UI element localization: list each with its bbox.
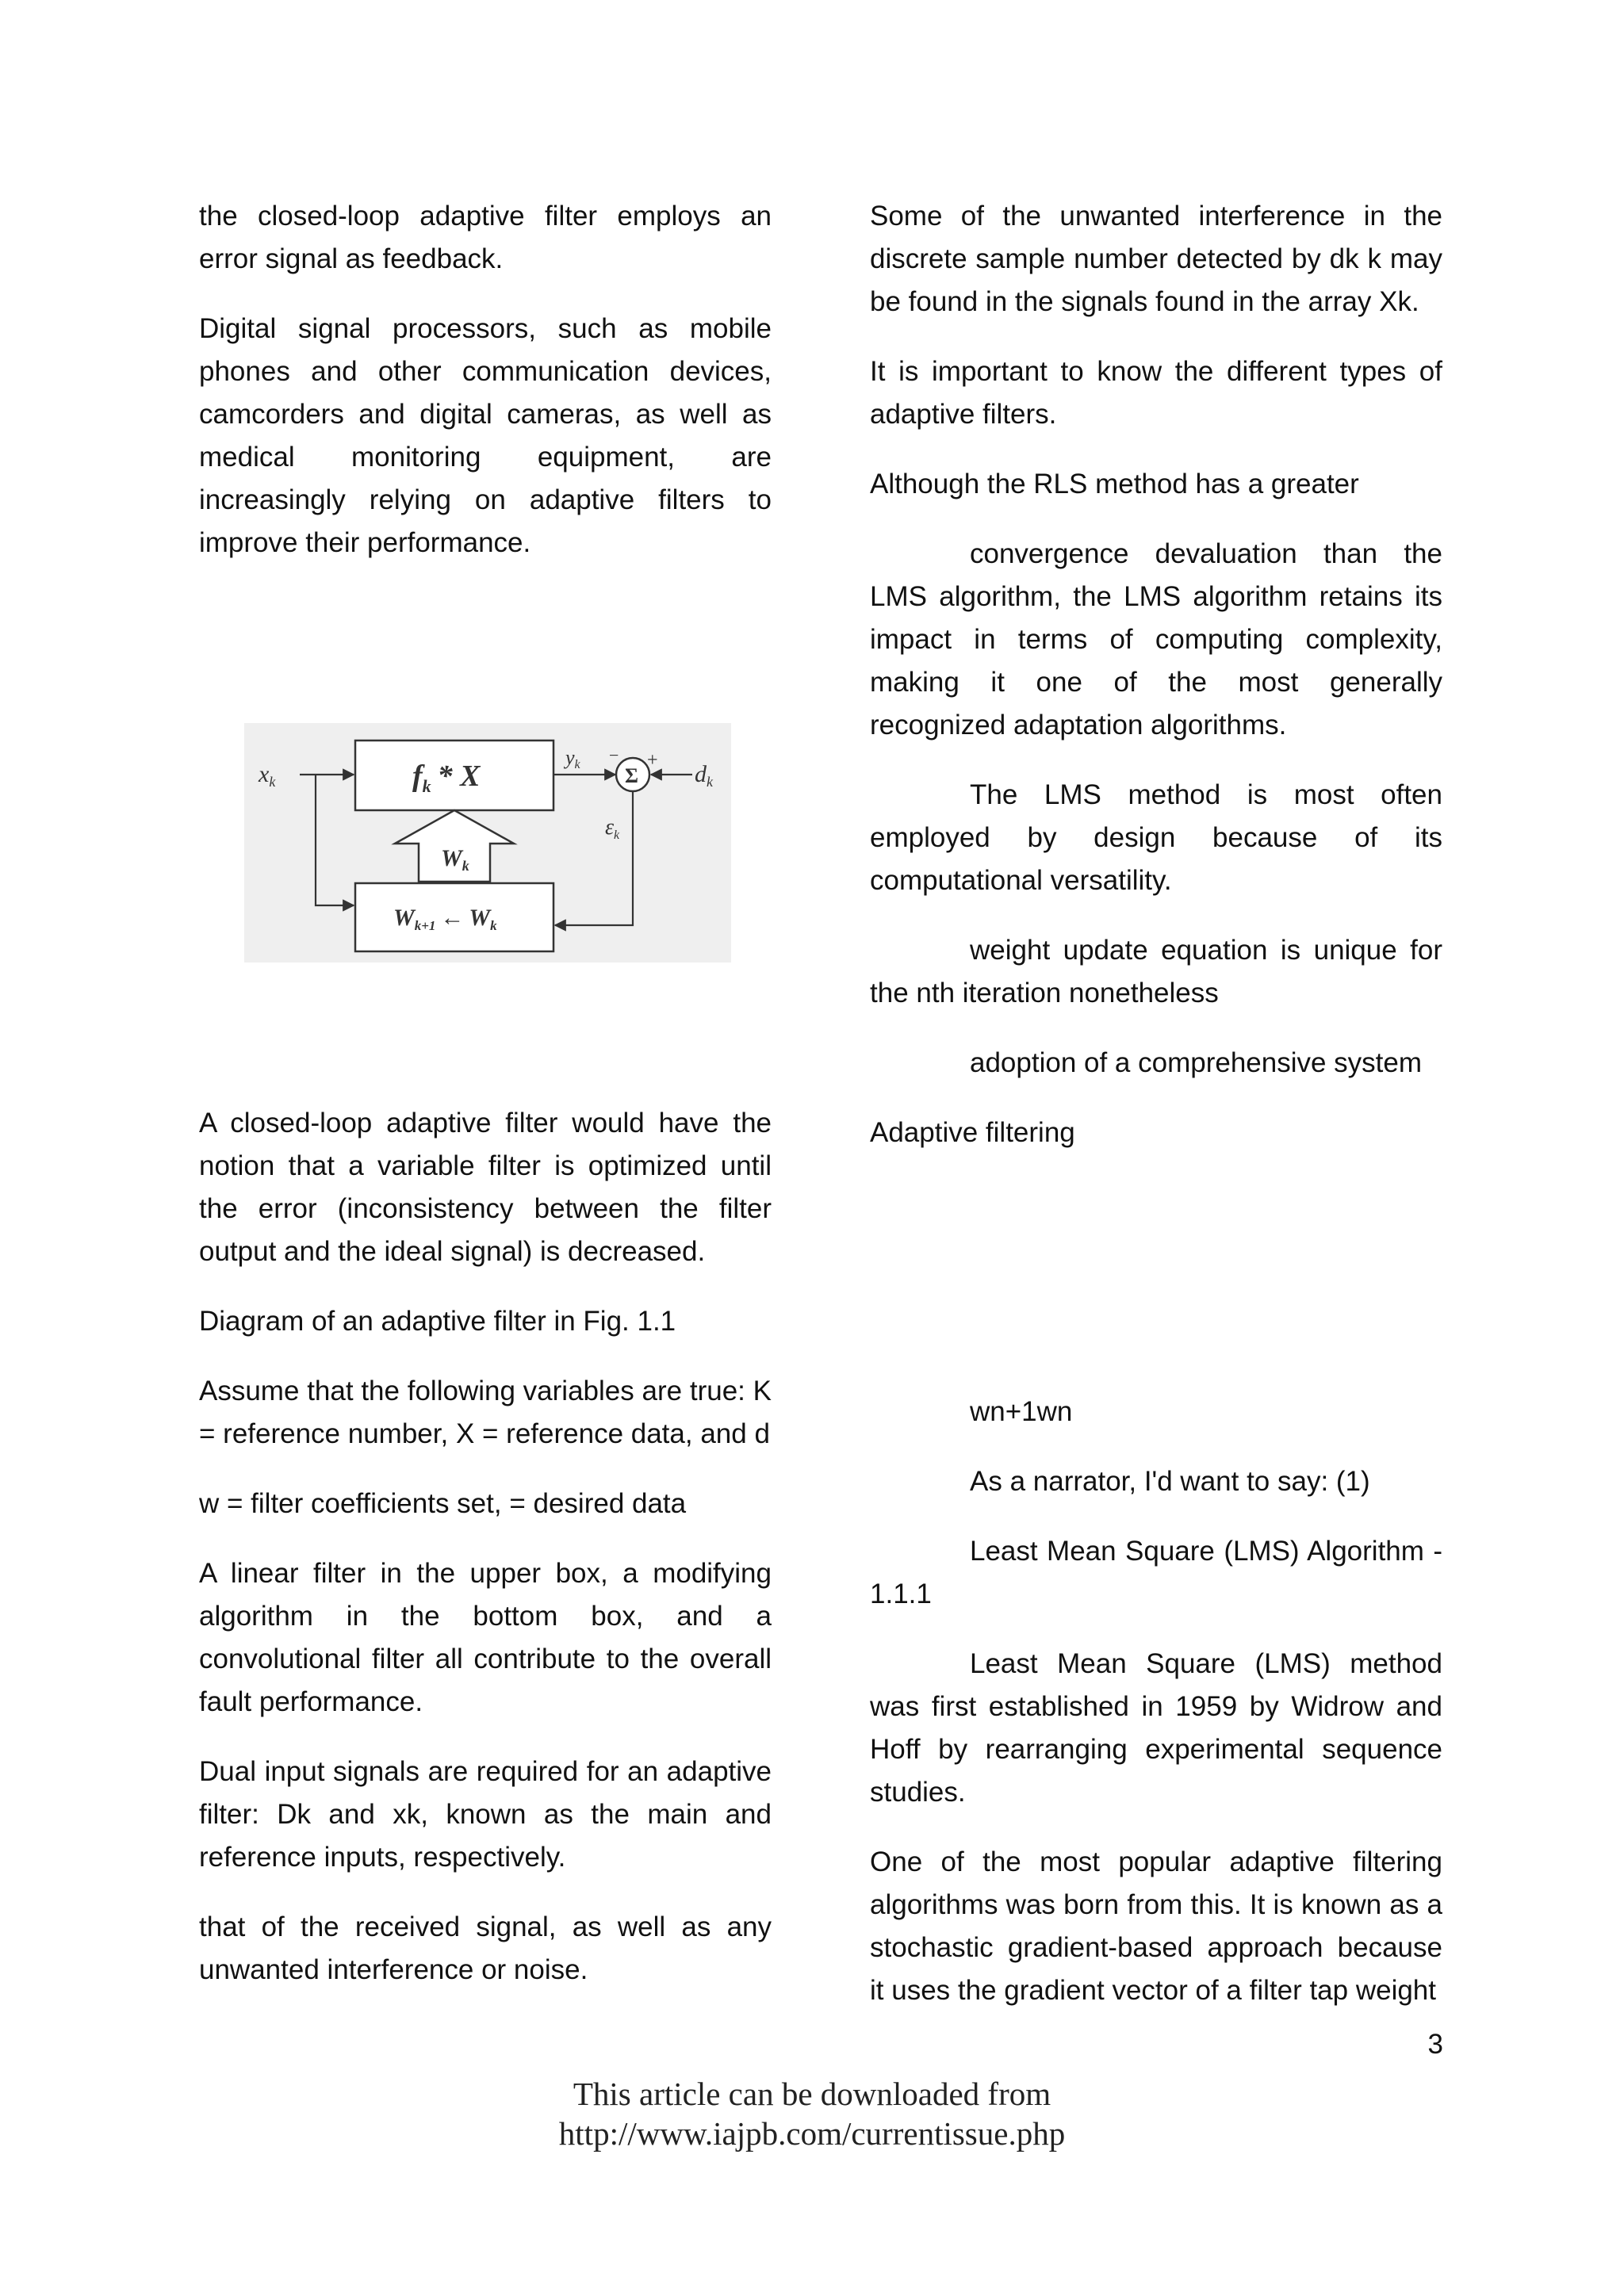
right-paragraph-9: wn+1wn — [970, 1396, 1073, 1427]
left-paragraph-5: Assume that the following variables are true: K = reference number, X = reference data, and d — [199, 1376, 772, 1449]
right-paragraph-5: The LMS method is most often employed by design because of its computational versatility. — [870, 779, 1442, 896]
left-column — [199, 195, 772, 2019]
left-paragraph-6: w = filter coefficients set, = desired data — [199, 1488, 687, 1519]
right-paragraph-13: One of the most popular adaptive filtering algorithms was born from this. It is known as a stochastic gradient-based approach because it uses the gradient vector of a filter tap weight — [870, 1846, 1442, 2006]
y-output-label: yk — [565, 746, 580, 771]
left-paragraph-9: that of the received signal, as well as any unwanted interference or noise. — [199, 1911, 772, 1985]
page-number: 3 — [1427, 2029, 1443, 2060]
right-paragraph-3: Although the RLS method has a greater — [870, 469, 1359, 499]
left-paragraph-8: Dual input signals are required for an adaptive filter: Dk and xk, known as the main and reference inputs, respectively. — [199, 1756, 772, 1873]
left-paragraph-2: Digital signal processors, such as mobile phones and other communication devices, camcorders and digital cameras, as well as medical monitoring equipment, are increasingly relying on adaptive filters to improve their performance. — [199, 313, 772, 558]
sum-symbol: Σ — [625, 764, 638, 787]
right-paragraph-1: Some of the unwanted interference in the discrete sample number detected by dk k may be found in the signals found in the array Xk. — [870, 201, 1442, 317]
right-paragraph-11: Least Mean Square (LMS) Algorithm - 1.1.1 — [870, 1536, 1442, 1609]
right-paragraph-6: weight update equation is unique for the nth iteration nonetheless — [870, 935, 1442, 1008]
error-label: $\varepsilon_k$ — [605, 815, 620, 842]
x-input-label: $x_k$ — [259, 761, 276, 790]
right-paragraph-12: Least Mean Square (LMS) method was first established in 1959 by Widrow and Hoff by rearranging experimental sequence studies. — [870, 1648, 1442, 1808]
minus-sign: − — [609, 745, 619, 765]
adaptive-filter-diagram — [244, 723, 731, 962]
weight-label: $W_k$ — [441, 845, 469, 874]
footer-download-text: This article can be downloaded from — [573, 2076, 1051, 2112]
right-paragraph-8: Adaptive filtering — [870, 1117, 1075, 1148]
right-paragraph-2: It is important to know the different types of adaptive filters. — [870, 356, 1442, 430]
right-paragraph-7: adoption of a comprehensive system — [970, 1047, 1423, 1078]
right-paragraph-10: As a narrator, I'd want to say: (1) — [970, 1466, 1370, 1497]
left-paragraph-1: the closed-loop adaptive filter employs an error signal as feedback. — [199, 201, 772, 274]
d-input-label: $d_k$ — [695, 761, 713, 790]
update-label: $W_{k+1}$ ← $W_k$ — [393, 905, 497, 933]
left-paragraph-3: A closed-loop adaptive filter would have the notion that a variable filter is optimized until the error (inconsistency between the filter output and the ideal signal) is decreased. — [199, 1108, 772, 1267]
right-paragraph-4: convergence devaluation than the LMS algorithm, the LMS algorithm retains its impact in terms of computing complexity, making it one of the most generally recognized adaptation algorithms. — [870, 538, 1442, 740]
right-column — [870, 195, 1442, 2039]
input-branch-line — [316, 775, 354, 905]
error-feedback-line — [555, 791, 633, 925]
plus-sign: + — [647, 750, 658, 771]
left-paragraph-7: A linear filter in the upper box, a modifying algorithm in the bottom box, and a convolutional filter all contribute to the overall fault performance. — [199, 1558, 772, 1717]
footer-url: http://www.iajpb.com/currentissue.php — [558, 2115, 1066, 2152]
left-paragraph-4: Diagram of an adaptive filter in Fig. 1.1 — [199, 1306, 676, 1337]
filter-label: $f_k$ * X — [412, 760, 481, 796]
